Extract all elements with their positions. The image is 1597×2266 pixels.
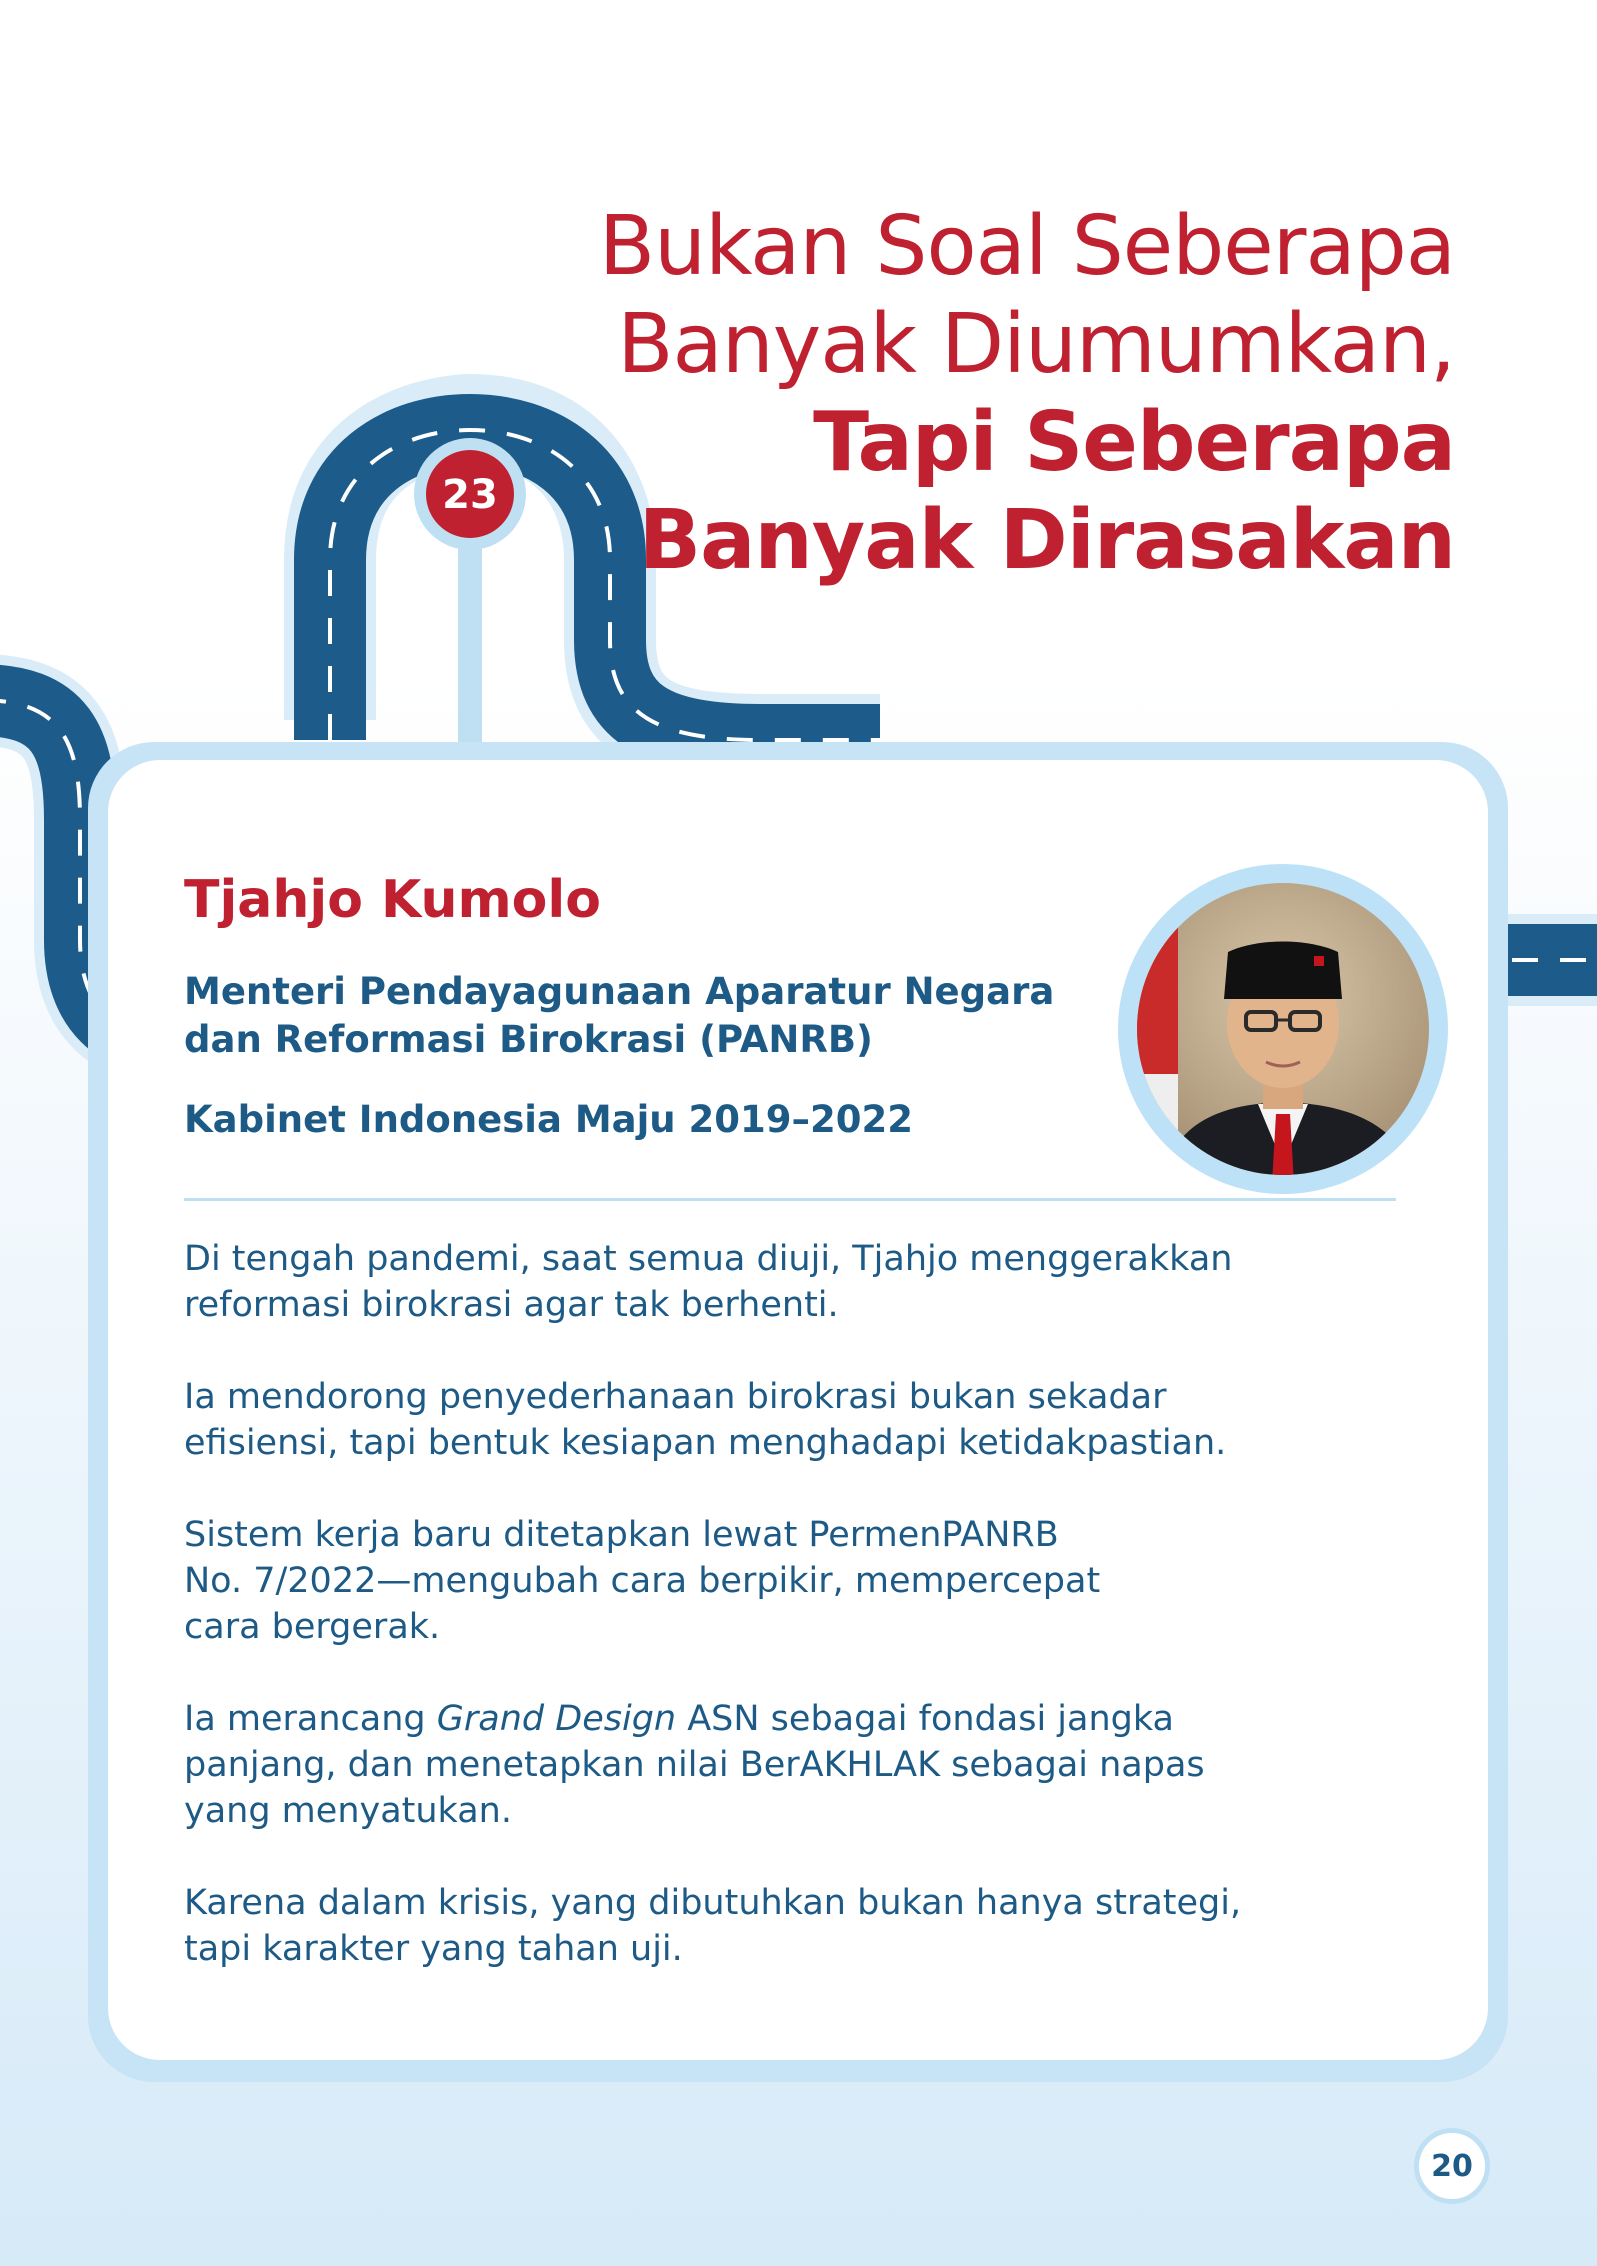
paragraph-1: Di tengah pandemi, saat semua diuji, Tjahjo menggerakkan reformasi birokrasi agar tak berhenti. — [184, 1239, 1233, 1325]
heading-line-1: Bukan Soal Seberapa — [598, 199, 1455, 294]
page-number: 20 — [1414, 2128, 1490, 2204]
heading-line-3: Tapi Seberapa — [813, 395, 1455, 490]
milestone-number: 23 — [442, 472, 498, 518]
paragraph-2: Ia mendorong penyederhanaan birokrasi bukan sekadar efisiensi, tapi bentuk kesiapan menghadapi ketidakpastian. — [184, 1377, 1227, 1463]
page-heading — [599, 198, 1455, 590]
profile-role — [184, 968, 1084, 1064]
paragraph-3: Sistem kerja baru ditetapkan lewat PermenPANRB No. 7/2022—mengubah cara berpikir, mempercepat cara bergerak. — [184, 1515, 1101, 1647]
role-line-1: Menteri Pendayagunaan Aparatur Negara — [184, 970, 1055, 1013]
section-divider — [184, 1198, 1396, 1201]
milestone-pole — [458, 520, 482, 760]
portrait-photo — [1118, 864, 1448, 1194]
profile-name: Tjahjo Kumolo — [184, 870, 601, 930]
heading-line-2: Banyak Diumumkan, — [617, 297, 1455, 392]
paragraph-4-start: Ia merancang — [184, 1699, 437, 1739]
profile-cabinet: Kabinet Indonesia Maju 2019–2022 — [184, 1098, 913, 1141]
profile-description — [184, 1236, 1334, 2018]
paragraph-4 — [184, 1696, 1334, 1834]
heading-line-4: Banyak Dirasakan — [638, 493, 1455, 588]
paragraph-5: Karena dalam krisis, yang dibutuhkan bukan hanya strategi, tapi karakter yang tahan uji. — [184, 1883, 1242, 1969]
role-line-2: dan Reformasi Birokrasi (PANRB) — [184, 1018, 873, 1061]
paragraph-4-italic: Grand Design — [436, 1699, 677, 1739]
paragraph-4-end: ASN sebagai fondasi jangka panjang, dan menetapkan nilai BerAKHLAK sebagai napas yang menyatukan. — [184, 1699, 1205, 1831]
